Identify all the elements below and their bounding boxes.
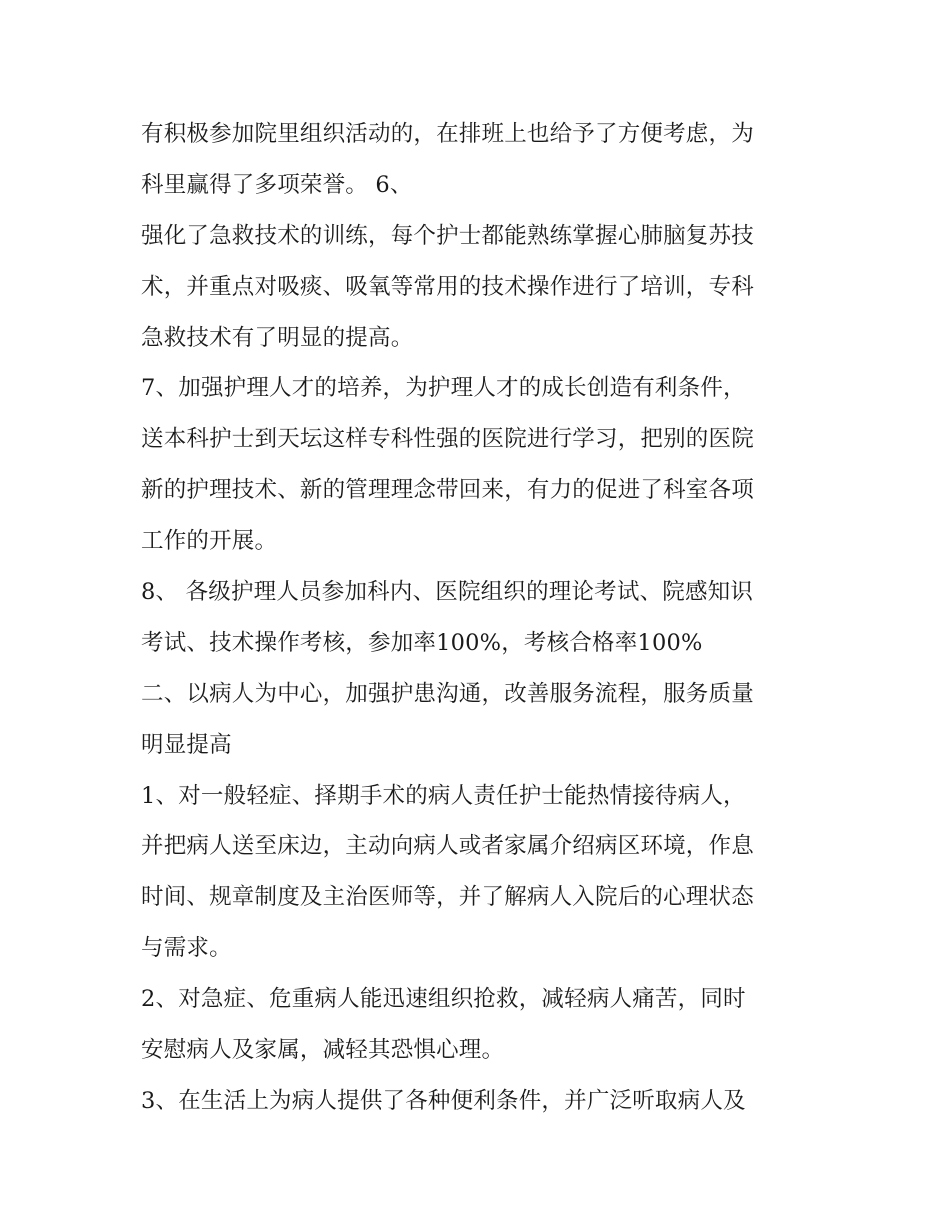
text-line: 术，并重点对吸痰、吸氧等常用的技术操作进行了培训，专科: [141, 273, 754, 300]
text-line: 新的护理技术、新的管理理念带回来，有力的促进了科室各项: [141, 477, 754, 504]
text-line: 并把病人送至床边，主动向病人或者家属介绍病区环境，作息: [141, 833, 754, 860]
document-body: [141, 109, 841, 1127]
text-line: 急救技术有了明显的提高。: [141, 324, 414, 351]
text-line: 时间、规章制度及主治医师等，并了解病人入院后的心理状态: [141, 884, 754, 911]
text-line: 明显提高: [141, 731, 232, 758]
text-line: 二、以病人为中心，加强护患沟通，改善服务流程，服务质量: [141, 680, 754, 707]
text-line: 1、对一般轻症、择期手术的病人责任护士能热情接待病人，: [141, 782, 746, 809]
text-line: 考试、技术操作考核，参加率100%，考核合格率100%: [141, 629, 703, 656]
text-line: 2、对急症、危重病人能迅速组织抢救，减轻病人痛苦，同时: [141, 986, 746, 1013]
text-line: 7、加强护理人才的培养，为护理人才的成长创造有利条件，: [141, 375, 746, 402]
text-line: 送本科护士到天坛这样专科性强的医院进行学习，把别的医院: [141, 426, 754, 453]
text-line: 安慰病人及家属，减轻其恐惧心理。: [141, 1037, 505, 1064]
text-line: 8、 各级护理人员参加科内、医院组织的理论考试、院感知识: [141, 579, 754, 606]
text-line: 工作的开展。: [141, 528, 278, 555]
text-line: 与需求。: [141, 935, 232, 962]
text-line: 强化了急救技术的训练，每个护士都能熟练掌握心肺脑复苏技: [141, 222, 754, 249]
text-line: 科里赢得了多项荣誉。 6、: [141, 171, 413, 198]
text-line: 有积极参加院里组织活动的，在排班上也给予了方便考虑，为: [141, 121, 754, 147]
text-line: 3、在生活上为病人提供了各种便利条件，并广泛听取病人及: [141, 1087, 746, 1114]
